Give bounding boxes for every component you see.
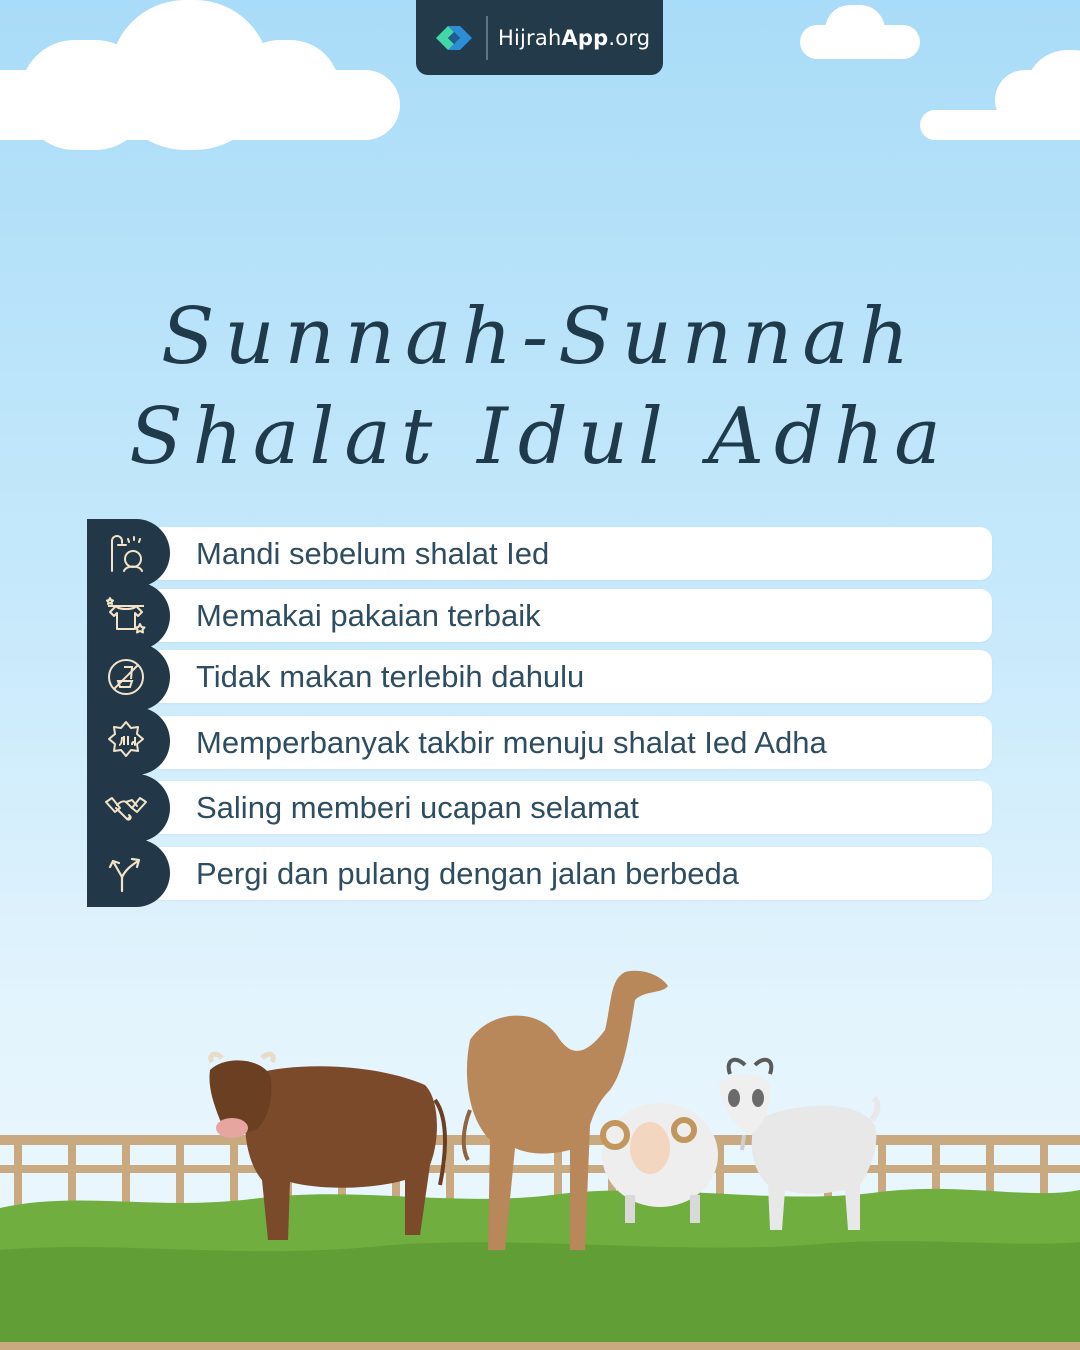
list-item-label: Tidak makan terlebih dahulu xyxy=(196,658,585,694)
hijrah-logo-icon xyxy=(426,12,478,64)
list-item xyxy=(150,716,992,769)
animals-illustration xyxy=(0,950,1080,1350)
title-line-2: Shalat Idul Adha xyxy=(129,392,951,482)
list-item-label: Mandi sebelum shalat Ied xyxy=(196,535,550,571)
list-item-label: Memakai pakaian terbaik xyxy=(196,597,541,633)
icon-tab xyxy=(87,643,170,711)
list-item xyxy=(150,650,992,703)
icon-tab xyxy=(87,582,170,650)
brand-name: HijrahApp.org xyxy=(498,25,651,50)
list-item-label: Saling memberi ucapan selamat xyxy=(196,789,639,825)
handshake-icon xyxy=(104,786,148,830)
icon-tab xyxy=(87,519,170,587)
no-food-icon xyxy=(104,655,148,699)
brand-logo xyxy=(416,0,663,75)
list-item xyxy=(150,781,992,834)
title-line-1: Sunnah-Sunnah xyxy=(160,292,920,382)
split-path-icon xyxy=(104,851,148,895)
icon-tab xyxy=(87,839,170,907)
allah-calligraphy-icon xyxy=(104,719,148,763)
list-item xyxy=(150,527,992,580)
list-item xyxy=(150,589,992,642)
icon-tab xyxy=(87,707,170,775)
clothes-icon xyxy=(104,594,148,638)
list-item-label: Memperbanyak takbir menuju shalat Ied Adha xyxy=(196,724,827,760)
list-item xyxy=(150,847,992,900)
shower-icon xyxy=(104,531,148,575)
list-item-label: Pergi dan pulang dengan jalan berbeda xyxy=(196,855,739,891)
icon-tab xyxy=(87,774,170,842)
